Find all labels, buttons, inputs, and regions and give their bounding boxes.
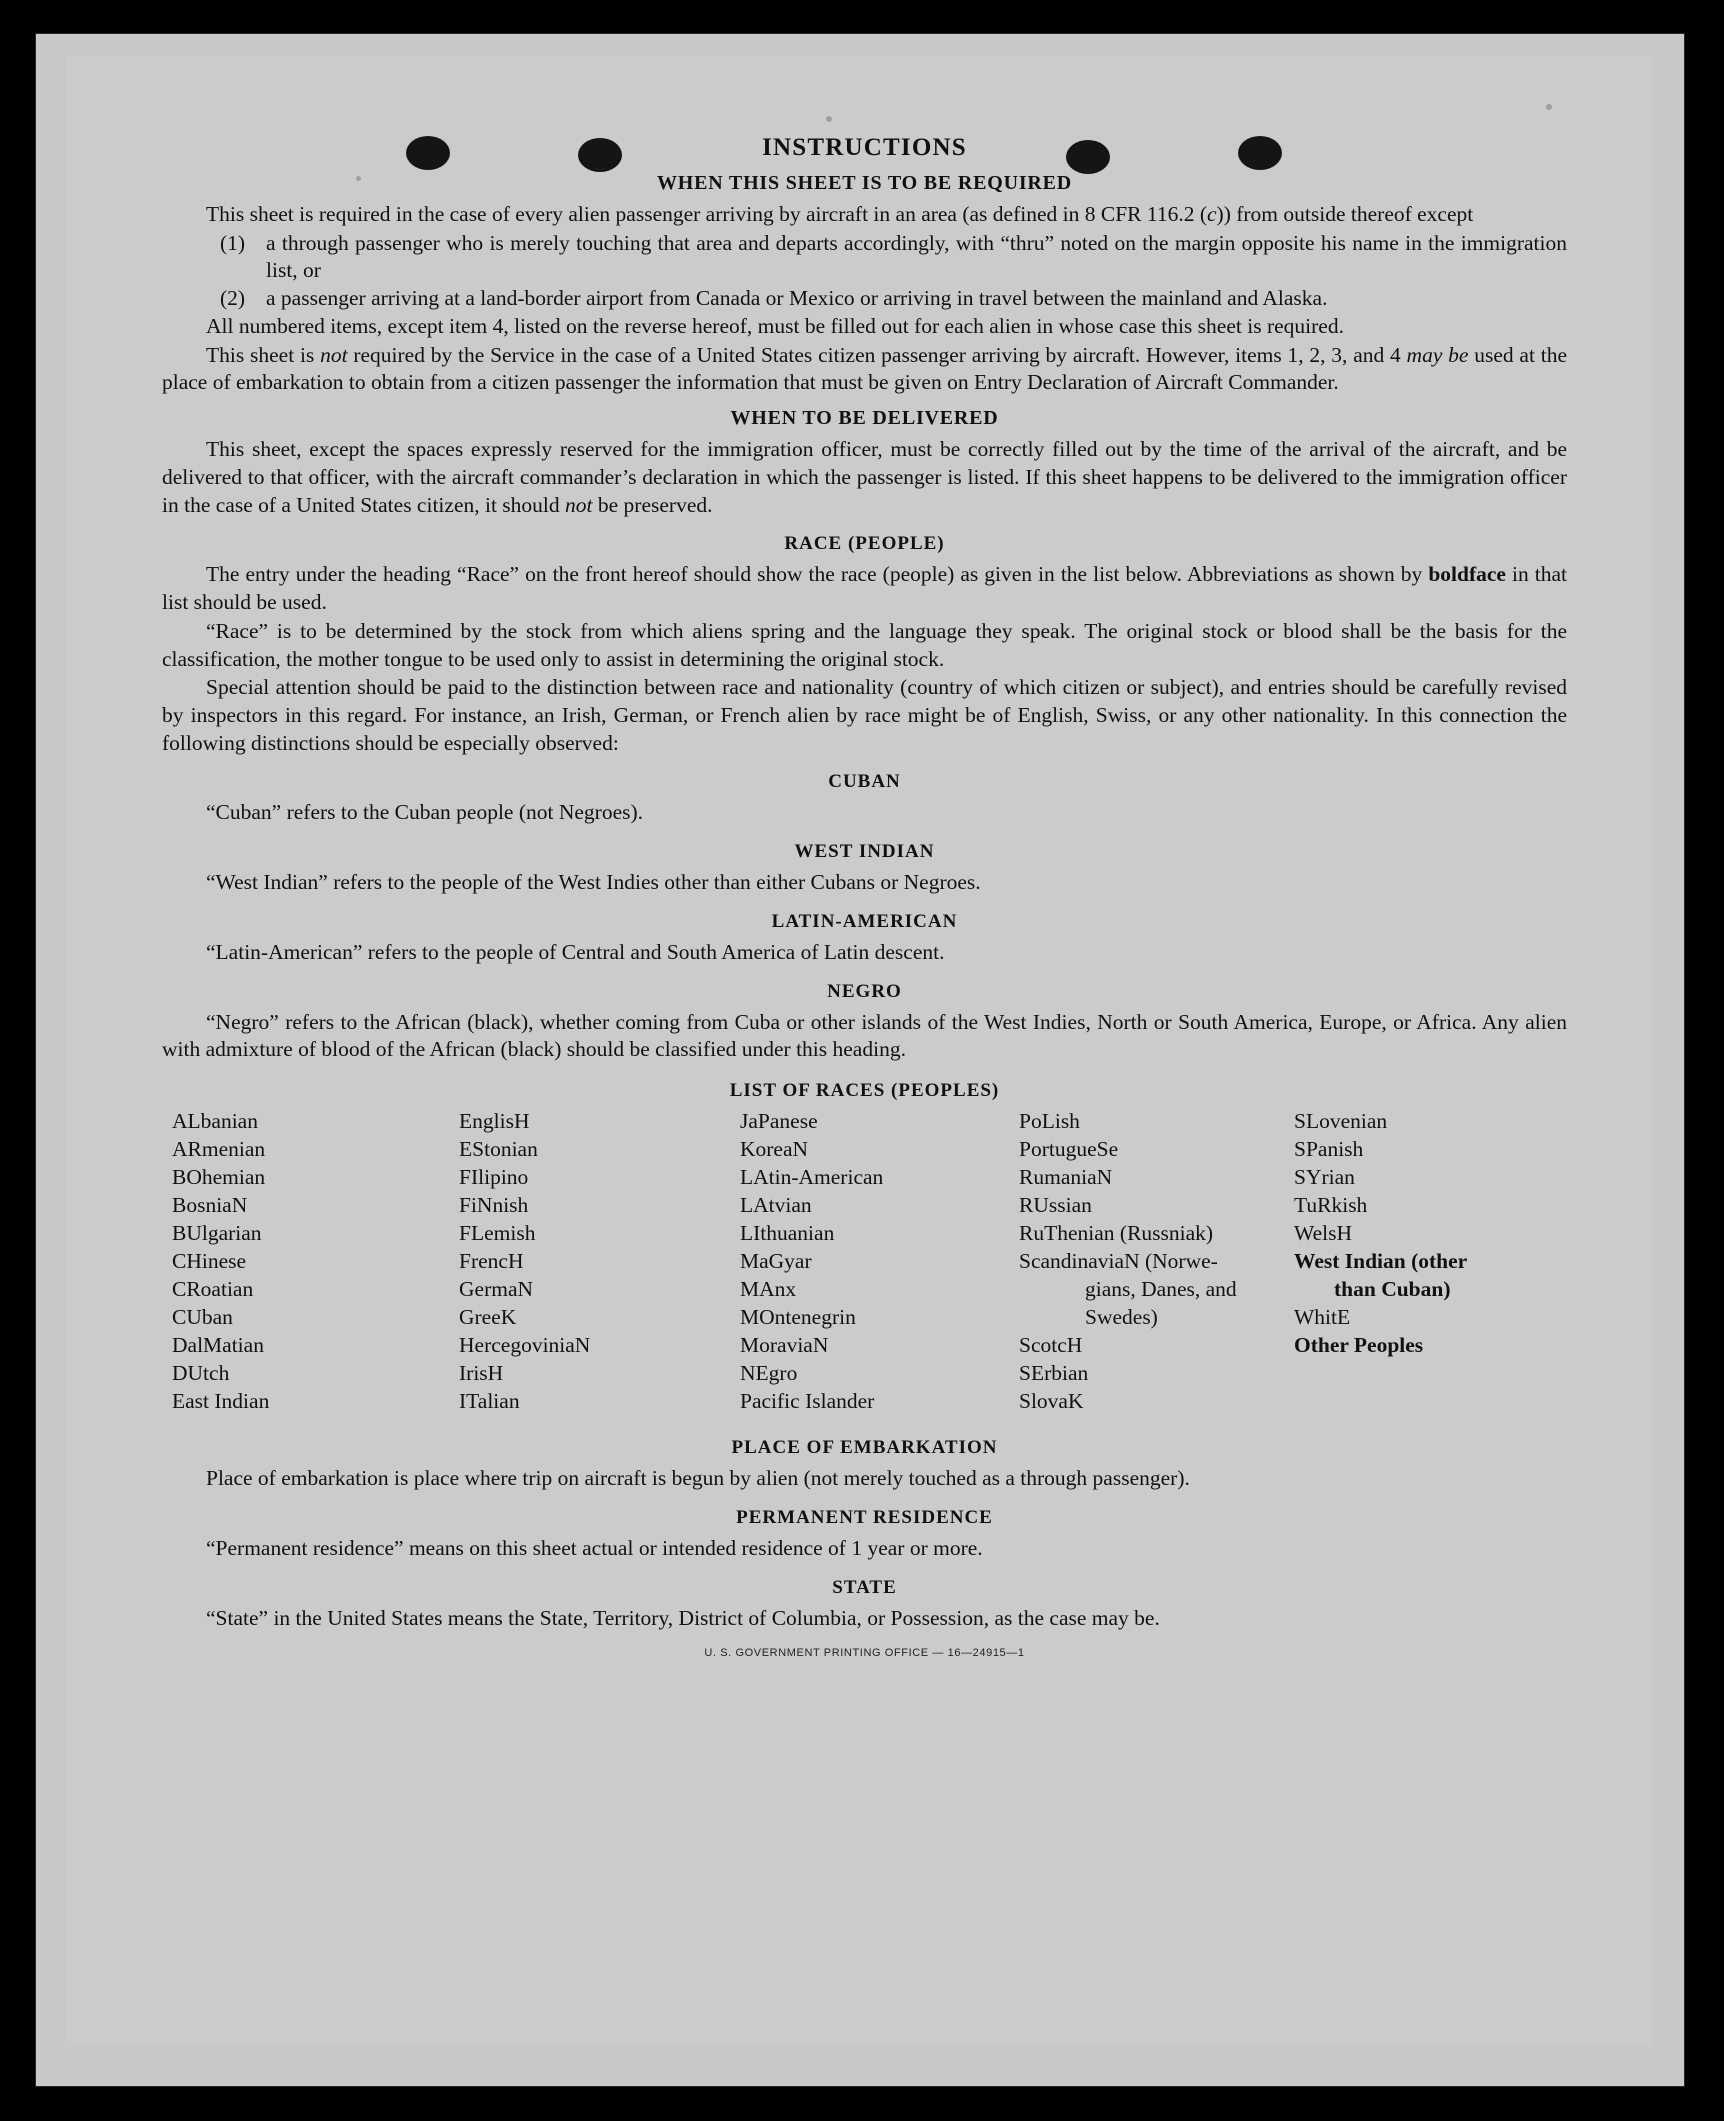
race-entry-continuation: gians, Danes, and — [1085, 1276, 1237, 1301]
races-column — [1292, 1108, 1567, 1415]
race-entry: SLovenian — [1294, 1109, 1388, 1134]
text-fragment: in that list should be used. — [162, 562, 1568, 615]
section-heading-place-of-embarkation: PLACE OF EMBARKATION — [731, 1437, 998, 1459]
text-fragment-italic: not — [565, 492, 593, 517]
race-entry: MaGyar — [740, 1248, 812, 1273]
race-entry: TuRkish — [1294, 1192, 1368, 1217]
paragraph-when-required-intro — [162, 201, 1567, 229]
section-heading-when-required: WHEN THIS SHEET IS TO BE REQUIRED — [656, 172, 1073, 194]
section-heading-latin-american: LATIN-AMERICAN — [771, 910, 958, 932]
paragraph-numbered-items: All numbered items, except item 4, listed on the reverse hereof, must be filled out for each alien in whose case this sheet is required. — [206, 313, 1344, 338]
race-entry: MAnx — [740, 1276, 797, 1301]
race-entry: BOhemian — [172, 1165, 266, 1190]
race-entry: CRoatian — [172, 1276, 254, 1301]
race-entry: GermaN — [459, 1276, 534, 1301]
race-entry: BosniaN — [172, 1192, 248, 1217]
race-entry: CUban — [172, 1304, 233, 1329]
paragraph-cuban: “Cuban” refers to the Cuban people (not Negroes). — [206, 800, 644, 825]
race-entry: SErbian — [1019, 1360, 1089, 1385]
race-entry: FiNnish — [459, 1192, 529, 1217]
race-entry: GreeK — [459, 1304, 517, 1329]
race-entry: ScotcH — [1019, 1332, 1083, 1357]
race-entry: PortugueSe — [1019, 1137, 1119, 1162]
text-fragment-italic: not — [320, 342, 348, 367]
paragraph-race-nationality: Special attention should be paid to the distinction between race and nationality (country of which citizen or subject), and entries should be carefully revised by inspectors in this regard. For instance, an Irish, German, or French alien by race might be of English, Swiss, or any other nationality. In this connection the following distinctions should be especially observed: — [162, 675, 1567, 755]
race-entry: ALbanian — [172, 1109, 258, 1134]
list-item-text: a through passenger who is merely touching that area and departs accordingly, with “thru” noted on the margin opposite his name in the immigration list, or — [266, 230, 1567, 283]
section-heading-when-delivered: WHEN TO BE DELIVERED — [730, 407, 999, 430]
list-item — [162, 230, 1567, 285]
section-heading-permanent-residence: PERMANENT RESIDENCE — [736, 1507, 993, 1529]
race-entry: DUtch — [172, 1360, 230, 1385]
race-entry-continuation: than Cuban) — [1334, 1276, 1451, 1301]
section-heading-list-of-races: LIST OF RACES (PEOPLES) — [729, 1080, 1000, 1102]
text-fragment-italic: c — [1207, 202, 1217, 226]
race-entry: SPanish — [1294, 1137, 1364, 1162]
race-entry: FLemish — [459, 1220, 536, 1245]
race-entry: FIlipino — [459, 1165, 529, 1190]
section-heading-negro: NEGRO — [827, 980, 902, 1002]
race-entry: EnglisH — [459, 1109, 530, 1134]
text-fragment-italic: may be — [1406, 342, 1469, 367]
race-entry: WhitE — [1294, 1304, 1351, 1329]
races-column — [1013, 1108, 1292, 1415]
list-item-number: (2) — [220, 286, 246, 311]
race-entry-continuation: Swedes) — [1085, 1304, 1158, 1329]
race-entry: NEgro — [740, 1360, 798, 1385]
form-sheet — [66, 56, 1651, 2046]
list-item-number: (1) — [220, 230, 246, 255]
text-fragment: This sheet is required in the case of every alien passenger arriving by aircraft in an area (as defined in 8 CFR 116.2 ( — [206, 202, 1207, 226]
race-entry: ARmenian — [172, 1137, 266, 1162]
race-entry: BUlgarian — [172, 1220, 262, 1245]
section-heading-state: STATE — [832, 1576, 897, 1598]
text-fragment: )) from outside thereof except — [1216, 202, 1474, 226]
paragraph-when-delivered — [162, 436, 1567, 519]
text-fragment: used at the place of embarkation to obtain from a citizen passenger the information that must be given on Entry Declaration of Aircraft Commander. — [162, 342, 1567, 395]
race-entry: WelsH — [1294, 1220, 1352, 1245]
race-entry: RumaniaN — [1019, 1165, 1113, 1190]
paragraph-citizen-passenger — [162, 342, 1567, 397]
paragraph-race-entry — [162, 561, 1567, 616]
paragraph-place-of-embarkation: Place of embarkation is place where trip on aircraft is begun by alien (not merely touched as a through passenger). — [206, 1466, 1190, 1491]
race-entry: Pacific Islander — [740, 1388, 875, 1413]
race-entry: SYrian — [1294, 1165, 1355, 1190]
race-entry: MOntenegrin — [740, 1304, 856, 1329]
race-entry: West Indian (other — [1294, 1248, 1468, 1273]
race-entry: CHinese — [172, 1248, 247, 1273]
section-heading-west-indian: WEST INDIAN — [794, 841, 935, 863]
paragraph-negro: “Negro” refers to the African (black), whether coming from Cuba or other islands of the West Indies, North or South America, Europe, or Africa. Any alien with admixture of blood of the African (black) should be classified under this heading. — [162, 1009, 1567, 1062]
race-entry: RuThenian (Russniak) — [1019, 1220, 1214, 1245]
paragraph-west-indian: “West Indian” refers to the people of the West Indies other than either Cubans or Negroes. — [206, 870, 981, 895]
race-entry: EStonian — [459, 1137, 538, 1162]
paragraph-latin-american: “Latin-American” refers to the people of Central and South America of Latin descent. — [206, 939, 945, 964]
paragraph-state: “State” in the United States means the State, Territory, District of Columbia, or Possession, as the case may be. — [206, 1605, 1160, 1630]
race-entry: IrisH — [459, 1360, 504, 1385]
numbered-exception-list — [162, 230, 1567, 313]
race-entry: LAtin-American — [740, 1165, 884, 1190]
document-page — [36, 34, 1684, 2086]
race-entry: East Indian — [172, 1388, 270, 1413]
page-title: INSTRUCTIONS — [762, 134, 967, 161]
paragraph-race-definition: “Race” is to be determined by the stock from which aliens spring and the language they speak. The original stock or blood shall be the basis for the classification, the mother tongue to be used only to assist in determining the original stock. — [162, 618, 1567, 671]
race-entry: ScandinaviaN (Norwe- — [1019, 1248, 1218, 1273]
section-heading-race: RACE (PEOPLE) — [784, 533, 945, 555]
text-fragment: This sheet is — [206, 342, 321, 367]
race-entry: FrencH — [459, 1248, 524, 1273]
race-entry: RUssian — [1019, 1192, 1092, 1217]
list-item-text: a passenger arriving at a land-border airport from Canada or Mexico or arriving in travel between the mainland and Alaska. — [266, 286, 1328, 311]
race-entry: ITalian — [459, 1388, 520, 1413]
race-entry: LAtvian — [740, 1192, 812, 1217]
text-fragment-bold: boldface — [1428, 562, 1506, 587]
race-entry: KoreaN — [740, 1137, 809, 1162]
race-entry: MoraviaN — [740, 1332, 829, 1357]
race-entry: Other Peoples — [1294, 1332, 1424, 1357]
text-fragment: be preserved. — [592, 492, 713, 517]
race-entry: DalMatian — [172, 1332, 264, 1357]
paragraph-permanent-residence: “Permanent residence” means on this sheet actual or intended residence of 1 year or more. — [206, 1536, 983, 1561]
race-entry: JaPanese — [740, 1109, 818, 1134]
printing-office-imprint: U. S. GOVERNMENT PRINTING OFFICE — 16—24915—1 — [704, 1646, 1025, 1659]
text-fragment: The entry under the heading “Race” on the front hereof should show the race (people) as given in the list below. Abbreviations as shown by — [206, 562, 1429, 587]
races-list-table — [162, 1108, 1567, 1415]
section-heading-cuban: CUBAN — [828, 771, 901, 793]
races-column — [732, 1108, 1013, 1415]
races-column — [162, 1108, 445, 1415]
race-entry: HercegoviniaN — [459, 1332, 591, 1357]
race-entry: PoLish — [1019, 1109, 1080, 1134]
list-item — [162, 285, 1567, 313]
paper-speck — [1546, 104, 1552, 110]
race-entry: SlovaK — [1019, 1388, 1084, 1413]
text-fragment: This sheet, except the spaces expressly reserved for the immigration officer, must be correctly filled out by the time of the arrival of the aircraft, and be delivered to that officer, with the aircraft commander’s declaration in which the passenger is listed. If this sheet happens to be delivered to the immigration officer in the case of a United States citizen, it should — [162, 437, 1567, 517]
race-entry: LIthuanian — [740, 1220, 835, 1245]
text-fragment: required by the Service in the case of a United States citizen passenger arriving by aircraft. However, items 1, 2, 3, and 4 — [347, 342, 1407, 367]
races-column — [445, 1108, 732, 1415]
paper-speck — [826, 116, 832, 122]
